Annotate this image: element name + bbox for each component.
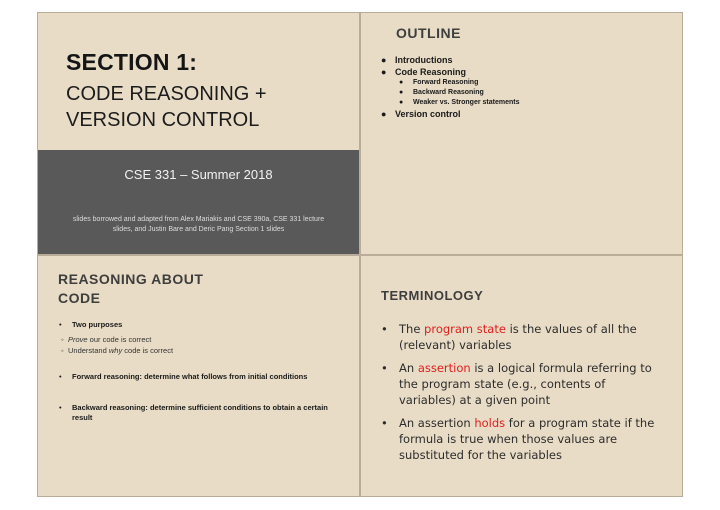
bullet-icon: ● (399, 89, 404, 96)
outline-item-label: Weaker vs. Stronger statements (413, 99, 520, 106)
bullet-icon: ● (381, 109, 387, 119)
highlight-term: holds (474, 416, 506, 430)
list-item-text: The (399, 322, 425, 336)
list-item-text: An assertion (399, 416, 475, 430)
section-subtitle-line2: VERSION CONTROL (66, 109, 260, 131)
bullet-icon: • (381, 361, 388, 375)
list-item-text: is a logical formula referring to the program state (e.g., contents of variables) at a given point (399, 361, 652, 407)
list-item-text: Backward reasoning: determine sufficient conditions to obtain a certain result (72, 403, 328, 422)
emphasis-text: Prove (68, 335, 88, 344)
list-subitem-text: code is correct (122, 346, 174, 355)
section-subtitle-line1: CODE REASONING + (66, 83, 267, 105)
section-title: SECTION 1: (66, 49, 198, 75)
bullet-icon: ● (381, 67, 387, 77)
outline-subitem (373, 98, 519, 108)
terminology-heading: TERMINOLOGY (381, 288, 484, 303)
title-area (38, 13, 359, 150)
list-item-text: An (399, 361, 418, 375)
list-subitem (56, 345, 341, 356)
sub-bullet-icon: ◦ (61, 346, 64, 355)
slide-terminology (360, 255, 683, 497)
list-item-text: Forward reasoning: determine what follows from initial conditions (72, 372, 308, 381)
list-subitem-text: Understand (68, 346, 109, 355)
outline-list (373, 54, 519, 120)
bullet-icon: ● (399, 79, 404, 86)
outline-item (373, 54, 519, 66)
list-item-text: for a program state if the formula is true when those values are substituted for the variables (399, 416, 655, 462)
outline-heading: OUTLINE (396, 25, 461, 41)
highlight-term: program state (424, 322, 506, 336)
list-subitem (56, 334, 341, 345)
bullet-icon: • (381, 322, 388, 336)
list-subitem-text: our code is correct (87, 335, 152, 344)
list-item (377, 415, 660, 463)
outline-item (373, 108, 519, 120)
list-item (377, 360, 660, 408)
reasoning-heading-line2: CODE (58, 290, 101, 306)
bullet-icon: • (59, 372, 62, 381)
bullet-icon: ● (381, 55, 387, 65)
slide-outline (360, 12, 683, 255)
outline-subitem (373, 78, 519, 88)
outline-item-label: Code Reasoning (395, 67, 467, 77)
list-item-text: Two purposes (72, 320, 123, 329)
terminology-list (377, 321, 660, 470)
outline-item-label: Version control (395, 109, 461, 119)
reasoning-list (56, 320, 341, 423)
course-name: CSE 331 – Summer 2018 (124, 167, 273, 182)
sub-bullet-icon: ◦ (61, 335, 64, 344)
list-item (56, 403, 341, 423)
emphasis-text: why (108, 346, 123, 355)
list-item (377, 321, 660, 353)
outline-item (373, 66, 519, 78)
list-item-text: is the values of all the (relevant) variables (399, 322, 637, 352)
slide-title (37, 12, 360, 255)
outline-item-label: Introductions (395, 55, 453, 65)
bullet-icon: • (381, 416, 388, 430)
bullet-icon: • (59, 320, 62, 329)
bullet-icon: ● (399, 99, 404, 106)
reasoning-heading-line1: REASONING ABOUT (58, 271, 204, 287)
course-banner (38, 150, 359, 254)
list-item (56, 320, 341, 330)
highlight-term: assertion (417, 361, 471, 375)
outline-subitem (373, 88, 519, 98)
credit-text: slides borrowed and adapted from Alex Mariakis and CSE 390a, CSE 331 lecture slides, and Justin Bare and Deric Pang Section 1 slides (72, 216, 325, 233)
reasoning-heading (58, 270, 203, 308)
slide-reasoning (37, 255, 360, 497)
list-item (56, 372, 341, 382)
outline-item-label: Forward Reasoning (413, 79, 479, 86)
outline-item-label: Backward Reasoning (413, 89, 484, 96)
bullet-icon: • (59, 403, 62, 412)
